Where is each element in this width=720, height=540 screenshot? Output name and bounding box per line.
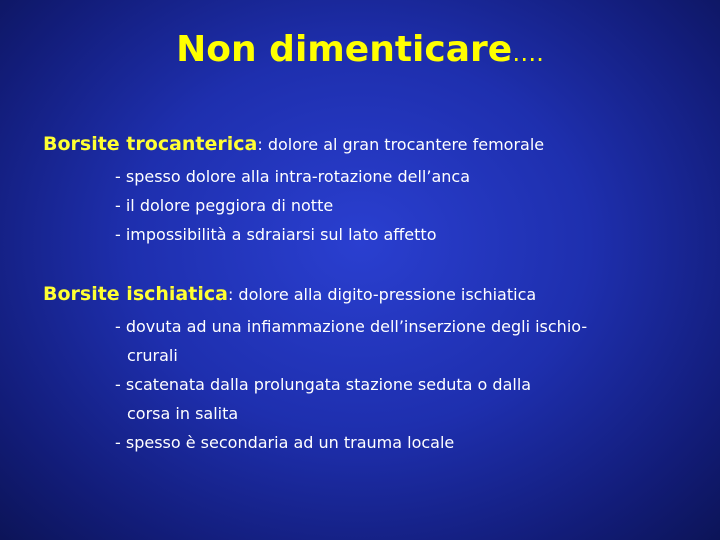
list-item-continuation: crurali — [127, 346, 178, 365]
slide-title — [0, 26, 720, 77]
list-item: - impossibilità a sdraiarsi sul lato affetto — [115, 225, 437, 244]
bullet-list-ischiatica — [115, 312, 587, 457]
bullet-list-trocanterica — [115, 162, 470, 249]
list-item — [115, 370, 587, 428]
list-item: - il dolore peggiora di notte — [115, 196, 334, 215]
list-item-line: - scatenata dalla prolungata stazione seduta o dalla — [115, 375, 532, 394]
list-item: - spesso è secondaria ad un trauma locale — [115, 433, 455, 452]
section-term: Borsite trocanterica — [43, 133, 258, 155]
section-term: Borsite ischiatica — [43, 283, 228, 305]
section-description: : dolore al gran trocantere femorale — [257, 135, 545, 154]
list-item: - spesso dolore alla intra-rotazione dell’anca — [115, 167, 470, 186]
title-ellipsis: …. — [512, 39, 544, 67]
section-heading-trocanterica — [43, 133, 544, 155]
list-item-continuation: corsa in salita — [127, 404, 239, 423]
list-item-line: - dovuta ad una infiammazione dell’inserzione degli ischio- — [115, 317, 588, 336]
section-heading-ischiatica — [43, 283, 536, 305]
section-description: : dolore alla digito-pressione ischiatica — [227, 285, 537, 304]
list-item — [115, 312, 587, 370]
title-text: Non dimenticare — [176, 29, 513, 70]
